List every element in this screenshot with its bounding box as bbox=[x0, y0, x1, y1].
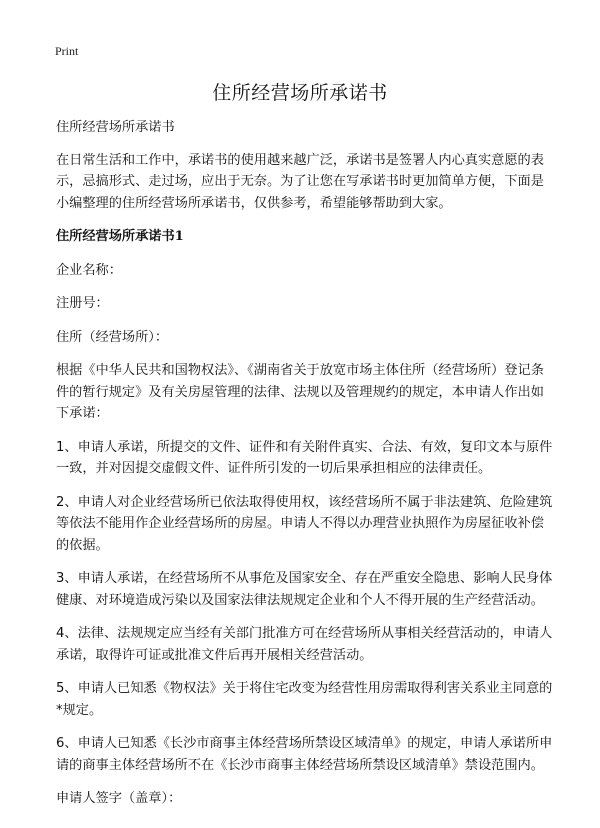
preamble-paragraph: 根据《中华人民共和国物权法》、《湖南省关于放宽市场主体住所（经营场所）登记条件的暂行规定》及有关房屋管理的法律、法规以及管理规约的规定，本申请人作出如下承诺： bbox=[56, 363, 544, 421]
registration-number-field: 注册号： bbox=[56, 296, 109, 311]
commitment-item: 3、申请人承诺，在经营场所不从事危及国家安全、存在严重安全隐患、影响人民身体健康、对环境造成污染以及国家法律法规规定企业和个人不得开展的生产经营活动。 bbox=[56, 571, 553, 608]
commitment-item: 6、申请人已知悉《长沙市商事主体经营场所禁设区域清单》的规定，申请人承诺所申请的商事主体经营场所不在《长沙市商事主体经营场所禁设区域清单》禁设范围内。 bbox=[56, 736, 553, 773]
commitment-item: 4、法律、法规规定应当经有关部门批准方可在经营场所从事相关经营活动的，申请人承诺，取得许可证或批准文件后再开展相关经营活动。 bbox=[56, 626, 553, 663]
section-heading: 住所经营场所承诺书1 bbox=[56, 229, 184, 244]
page-title: 住所经营场所承诺书 bbox=[212, 82, 388, 104]
print-link[interactable]: Print bbox=[55, 44, 79, 58]
signature-line: 申请人签字（盖章）： bbox=[56, 791, 182, 806]
commitment-item: 5、申请人已知悉《物权法》关于将住宅改变为经营性用房需取得利害关系业主同意的*规定。 bbox=[56, 681, 553, 718]
document-content bbox=[56, 117, 556, 822]
commitment-item: 2、申请人对企业经营场所已依法取得使用权，该经营场所不属于非法建筑、危险建筑等依法不能用作企业经营场所的房屋。申请人不得以办理营业执照作为房屋征收补偿的依据。 bbox=[56, 494, 553, 553]
commitment-item: 1、申请人承诺，所提交的文件、证件和有关附件真实、合法、有效，复印文本与原件一致，并对因提交虚假文件、证件所引发的一切后果承担相应的法律责任。 bbox=[56, 439, 553, 476]
address-field: 住所（经营场所）： bbox=[56, 329, 169, 345]
company-name-field: 企业名称： bbox=[56, 262, 122, 278]
document-subtitle: 住所经营场所承诺书 bbox=[56, 120, 175, 135]
intro-paragraph: 在日常生活和工作中，承诺书的使用越来越广泛，承诺书是签署人内心真实意愿的表示，忌搞形式、走过场，应出于无奈。为了让您在写承诺书时更加简单方便，下面是小编整理的住所经营场所承诺书，仅供参考，希望能够帮助到大家。 bbox=[56, 152, 544, 211]
